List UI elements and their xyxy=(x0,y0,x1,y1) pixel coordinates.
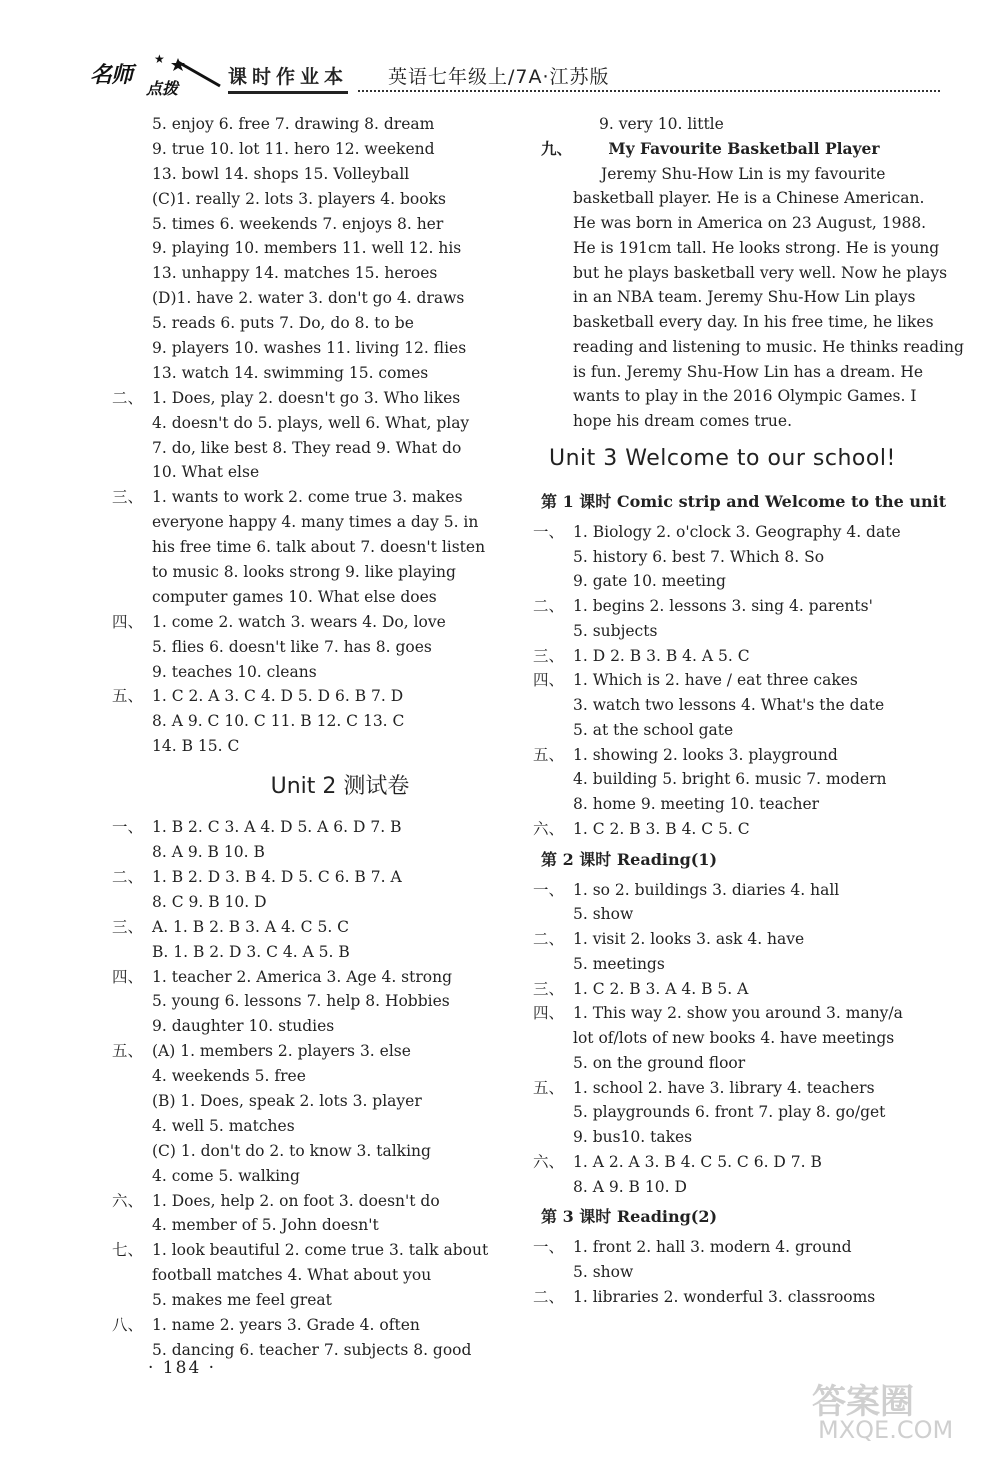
answer-text: 5. times 6. weekends 7. enjoys 8. her xyxy=(152,214,444,233)
logo-brand-sub: 点拨 xyxy=(146,79,179,98)
answer-line xyxy=(112,1313,528,1338)
section-marker: 四、 xyxy=(112,967,144,986)
answer-text: (C) 1. don't do 2. to know 3. talking xyxy=(152,1141,431,1160)
answer-text: 1. so 2. buildings 3. diaries 4. hall xyxy=(573,880,840,899)
section-marker: 五、 xyxy=(112,687,144,706)
answer-line xyxy=(541,619,947,644)
answer-text: 9. bus10. takes xyxy=(573,1128,693,1146)
answer-text: computer games 10. What else does xyxy=(152,587,437,606)
answer-text: 1. C 2. B 3. A 4. B 5. A xyxy=(573,979,749,998)
answer-text: 1. libraries 2. wonderful 3. classrooms xyxy=(573,1287,876,1306)
answer-line xyxy=(112,386,528,411)
answer-line xyxy=(152,734,528,759)
answer-text: 8. A 9. B 10. B xyxy=(152,843,265,862)
section-marker: 六、 xyxy=(533,1152,565,1171)
watermark-logo: 答案圈 xyxy=(812,1382,914,1422)
book-title: 英语七年级上/7A·江苏版 xyxy=(388,66,610,88)
answer-text: 1. look beautiful 2. come true 3. talk about xyxy=(152,1241,489,1260)
answer-line xyxy=(152,212,528,237)
answer-text: 5. makes me feel great xyxy=(152,1291,332,1310)
answer-line xyxy=(541,545,947,570)
answer-line xyxy=(112,1039,528,1064)
answer-text: 1. school 2. have 3. library 4. teachers xyxy=(573,1078,875,1097)
answer-line xyxy=(152,989,528,1014)
answer-line xyxy=(112,865,528,890)
answer-line xyxy=(152,1014,528,1039)
essay-line: Jeremy Shu-How Lin is my favourite xyxy=(601,164,886,183)
answer-line xyxy=(152,1064,528,1089)
answer-line xyxy=(152,112,528,137)
watermark-url: MXQE.COM xyxy=(818,1416,954,1444)
answer-text: 1. showing 2. looks 3. playground xyxy=(573,745,838,764)
answer-text: 5. young 6. lessons 7. help 8. Hobbies xyxy=(152,992,450,1011)
answer-text: 1. teacher 2. America 3. Age 4. strong xyxy=(152,967,453,986)
header-rule xyxy=(358,90,940,92)
answer-text: 3. watch two lessons 4. What's the date xyxy=(573,696,885,714)
answer-text: 1. front 2. hall 3. modern 4. ground xyxy=(573,1238,852,1257)
answer-text: 5. playgrounds 6. front 7. play 8. go/get xyxy=(573,1103,886,1122)
answer-line xyxy=(533,1076,947,1101)
answer-text: 5. on the ground floor xyxy=(573,1053,746,1072)
answer-text: 8. home 9. meeting 10. teacher xyxy=(573,795,820,813)
unit2-test-title: Unit 2 测试卷 xyxy=(270,774,410,800)
answer-text: 9. playing 10. members 11. well 12. his xyxy=(152,239,462,258)
answer-line xyxy=(152,635,528,660)
essay-line: wants to play in the 2016 Olympic Games. I xyxy=(573,387,917,406)
answer-line xyxy=(152,411,528,436)
answer-line xyxy=(533,644,947,669)
answer-text: 5. meetings xyxy=(573,954,665,973)
answer-text: 1. C 2. B 3. B 4. C 5. C xyxy=(573,819,750,838)
answer-line xyxy=(541,718,947,743)
right-column xyxy=(533,112,964,1310)
answer-line xyxy=(541,1175,947,1200)
answer-text: 1. name 2. years 3. Grade 4. often xyxy=(152,1315,420,1334)
answer-text: (C)1. really 2. lots 3. players 4. books xyxy=(152,189,446,208)
unit3-title: Unit 3 Welcome to our school! xyxy=(549,445,896,471)
unit1-answers xyxy=(112,112,528,759)
section-marker: 一、 xyxy=(533,522,565,541)
answer-text: 5. reads 6. puts 7. Do, do 8. to be xyxy=(152,314,414,333)
answer-text: 5. dancing 6. teacher 7. subjects 8. good xyxy=(152,1340,472,1359)
essay-heading xyxy=(541,137,947,162)
answer-line xyxy=(541,952,947,977)
answer-text: 14. B 15. C xyxy=(152,737,240,756)
answer-text: 5. at the school gate xyxy=(573,720,734,739)
star-icon: ★ xyxy=(154,52,165,66)
answer-line xyxy=(533,743,947,768)
answer-text: 13. bowl 14. shops 15. Volleyball xyxy=(152,164,410,183)
section-marker: 二、 xyxy=(533,930,565,948)
section-marker: 六、 xyxy=(112,1191,144,1210)
answer-line xyxy=(541,1026,947,1051)
answer-line xyxy=(541,569,947,594)
answer-text: 9. gate 10. meeting xyxy=(573,572,726,591)
series-title: 课时作业本 xyxy=(228,62,348,94)
answer-line xyxy=(533,817,947,842)
logo-brand: 名师 xyxy=(90,62,133,88)
answer-text: A. 1. B 2. B 3. A 4. C 5. C xyxy=(152,917,350,936)
answer-text: 1. visit 2. looks 3. ask 4. have xyxy=(573,930,805,948)
answer-line xyxy=(541,1100,947,1125)
answer-text: 4. doesn't do 5. plays, well 6. What, play xyxy=(152,413,470,432)
answer-line xyxy=(112,1238,528,1263)
answer-line xyxy=(112,965,528,990)
section-marker: 七、 xyxy=(112,1241,144,1260)
answer-line xyxy=(152,436,528,461)
answer-line xyxy=(112,610,528,635)
essay-line: in an NBA team. Jeremy Shu-How Lin plays xyxy=(573,288,916,307)
answer-text: 10. What else xyxy=(152,463,260,482)
page-header xyxy=(88,50,940,100)
answer-line xyxy=(152,261,528,286)
answer-text: 13. watch 14. swimming 15. comes xyxy=(152,363,429,382)
answer-line xyxy=(152,286,528,311)
answer-text: 1. A 2. A 3. B 4. C 5. C 6. D 7. B xyxy=(573,1152,822,1171)
answer-line xyxy=(152,336,528,361)
answer-line xyxy=(112,485,528,510)
section-marker: 四、 xyxy=(533,1004,565,1023)
answer-line xyxy=(152,1213,528,1238)
lesson1-title: 第 1 课时 Comic strip and Welcome to the unit xyxy=(541,491,947,511)
answer-text: 1. Which is 2. have / eat three cakes xyxy=(573,671,858,690)
answer-line xyxy=(152,1164,528,1189)
essay-line: He was born in America on 23 August, 1988. xyxy=(573,214,927,232)
answer-text: lot of/lots of new books 4. have meetings xyxy=(573,1029,895,1047)
answer-line xyxy=(533,1150,947,1175)
answer-text: 4. building 5. bright 6. music 7. modern xyxy=(573,770,887,789)
answer-line xyxy=(541,1051,947,1076)
answer-line xyxy=(152,1114,528,1139)
section-marker: 六、 xyxy=(533,819,565,838)
answer-line xyxy=(152,187,528,212)
answer-text: 5. history 6. best 7. Which 8. So xyxy=(573,547,825,566)
essay-line: He is 191cm tall. He looks strong. He is young xyxy=(573,238,940,257)
answer-text: 1. wants to work 2. come true 3. makes xyxy=(152,488,463,507)
answer-text: 1. Biology 2. o'clock 3. Geography 4. date xyxy=(573,522,901,541)
answer-line xyxy=(152,1139,528,1164)
answer-line xyxy=(533,594,947,619)
answer-line xyxy=(112,815,528,840)
answer-line xyxy=(152,940,528,965)
unit2-answers xyxy=(112,815,528,1363)
section-marker: 四、 xyxy=(533,671,565,690)
answer-text: football matches 4. What about you xyxy=(152,1266,432,1285)
answer-line xyxy=(112,1189,528,1214)
answer-text: 4. come 5. walking xyxy=(152,1166,300,1185)
essay-line: reading and listening to music. He thinks reading xyxy=(573,337,964,356)
section-marker: 一、 xyxy=(533,880,565,899)
publisher-logo xyxy=(88,52,224,96)
answer-text: (A) 1. members 2. players 3. else xyxy=(152,1042,411,1061)
answer-text: (B) 1. Does, speak 2. lots 3. player xyxy=(152,1091,422,1110)
answer-line xyxy=(152,840,528,865)
answer-line: 9. very 10. little xyxy=(599,115,724,133)
answer-line xyxy=(152,162,528,187)
page-number: · 184 · xyxy=(148,1358,217,1378)
essay-line: but he plays basketball very well. Now he plays xyxy=(573,263,948,282)
answer-text: 1. This way 2. show you around 3. many/a xyxy=(573,1004,903,1023)
answer-line xyxy=(533,977,947,1002)
answer-text: 5. subjects xyxy=(573,621,658,640)
answer-text: (D)1. have 2. water 3. don't go 4. draws xyxy=(152,289,465,308)
answer-text: 7. do, like best 8. They read 9. What do xyxy=(152,438,462,457)
section-marker: 二、 xyxy=(533,597,565,615)
answer-line xyxy=(533,878,947,903)
answer-line xyxy=(533,927,947,952)
left-column xyxy=(112,112,528,1363)
answer-line xyxy=(152,585,528,610)
answer-line xyxy=(152,137,528,162)
answer-text: 1. Does, play 2. doesn't go 3. Who likes xyxy=(152,388,461,407)
answer-text: 5. enjoy 6. free 7. drawing 8. dream xyxy=(152,115,435,133)
answer-text: 5. show xyxy=(573,1263,634,1281)
answer-text: 1. D 2. B 3. B 4. A 5. C xyxy=(573,646,750,665)
section-marker: 一、 xyxy=(112,818,144,837)
answer-text: 5. show xyxy=(573,905,634,924)
answer-line xyxy=(152,510,528,535)
answer-line xyxy=(541,693,947,718)
answer-line xyxy=(112,684,528,709)
section-marker: 五、 xyxy=(112,1042,144,1061)
section-marker: 三、 xyxy=(112,917,144,936)
answer-text: 9. players 10. washes 11. living 12. flies xyxy=(152,339,467,358)
answer-text: 13. unhappy 14. matches 15. heroes xyxy=(152,264,438,283)
section-marker: 三、 xyxy=(533,646,565,665)
section-marker: 五、 xyxy=(533,1078,565,1097)
answer-line xyxy=(533,520,947,545)
answer-line xyxy=(152,236,528,261)
answer-line xyxy=(541,792,947,817)
answer-text: everyone happy 4. many times a day 5. in xyxy=(152,513,479,532)
lesson2-title: 第 2 课时 Reading(1) xyxy=(541,849,718,869)
section-marker: 二、 xyxy=(533,1287,565,1306)
answer-text: 5. flies 6. doesn't like 7. has 8. goes xyxy=(152,637,432,656)
answer-line xyxy=(152,1089,528,1114)
answer-text: 8. A 9. C 10. C 11. B 12. C 13. C xyxy=(152,712,405,731)
essay-title: My Favourite Basketball Player xyxy=(608,138,880,158)
section-marker: 八、 xyxy=(112,1315,144,1334)
answer-line xyxy=(541,1260,947,1285)
answer-text: 8. A 9. B 10. D xyxy=(573,1177,687,1196)
essay-line: hope his dream comes true. xyxy=(573,412,793,430)
answer-text: to music 8. looks strong 9. like playing xyxy=(152,563,456,582)
answer-line xyxy=(533,1001,947,1026)
answer-text: 4. member of 5. John doesn't xyxy=(152,1216,379,1235)
lesson2-answers xyxy=(533,878,947,1200)
answer-line xyxy=(152,311,528,336)
answer-line xyxy=(112,915,528,940)
answer-line xyxy=(533,1285,947,1310)
answer-text: 1. C 2. A 3. C 4. D 5. D 6. B 7. D xyxy=(152,687,404,706)
essay-body xyxy=(541,162,964,434)
answer-text: 8. C 9. B 10. D xyxy=(152,892,267,911)
answer-text: 1. B 2. D 3. B 4. D 5. C 6. B 7. A xyxy=(152,867,402,886)
answer-line xyxy=(152,460,528,485)
answer-line xyxy=(541,1125,947,1150)
answer-line xyxy=(152,890,528,915)
answer-line xyxy=(152,535,528,560)
answer-line xyxy=(152,660,528,685)
answer-line xyxy=(152,361,528,386)
essay-line: basketball every day. In his free time, he likes xyxy=(573,313,934,331)
answer-line xyxy=(152,709,528,734)
section-marker: 九、 xyxy=(541,138,573,158)
answer-line xyxy=(533,1235,947,1260)
section-marker: 三、 xyxy=(533,979,565,998)
section-marker: 四、 xyxy=(112,612,144,631)
answer-line xyxy=(533,668,947,693)
answer-line xyxy=(541,767,947,792)
answer-line xyxy=(541,902,947,927)
section-marker: 二、 xyxy=(112,867,144,886)
answer-text: 1. B 2. C 3. A 4. D 5. A 6. D 7. B xyxy=(152,818,402,837)
answer-text: 9. daughter 10. studies xyxy=(152,1017,335,1036)
answer-text: his free time 6. talk about 7. doesn't listen xyxy=(152,538,486,557)
section-marker: 二、 xyxy=(112,388,144,407)
answer-text: B. 1. B 2. D 3. C 4. A 5. B xyxy=(152,942,350,961)
section-marker: 三、 xyxy=(112,488,144,507)
answer-text: 4. weekends 5. free xyxy=(152,1067,306,1086)
answer-text: 1. Does, help 2. on foot 3. doesn't do xyxy=(152,1191,440,1210)
answer-text: 9. teaches 10. cleans xyxy=(152,662,317,681)
answer-line xyxy=(152,1288,528,1313)
lesson1-answers xyxy=(533,520,947,842)
section-marker: 一、 xyxy=(533,1238,565,1257)
answer-line xyxy=(152,560,528,585)
answer-text: 1. begins 2. lessons 3. sing 4. parents' xyxy=(573,597,873,615)
answer-text: 4. well 5. matches xyxy=(152,1116,295,1135)
lesson3-title: 第 3 课时 Reading(2) xyxy=(541,1207,718,1227)
answer-line xyxy=(152,1263,528,1288)
lesson3-answers xyxy=(533,1235,947,1309)
essay-line: basketball player. He is a Chinese American. xyxy=(573,189,925,208)
magic-wand-icon xyxy=(170,58,226,88)
section-marker: 五、 xyxy=(533,745,565,764)
essay-line: is fun. Jeremy Shu-How Lin has a dream. He xyxy=(573,362,924,381)
answer-text: 1. come 2. watch 3. wears 4. Do, love xyxy=(152,612,446,631)
answer-text: 9. true 10. lot 11. hero 12. weekend xyxy=(152,139,435,158)
